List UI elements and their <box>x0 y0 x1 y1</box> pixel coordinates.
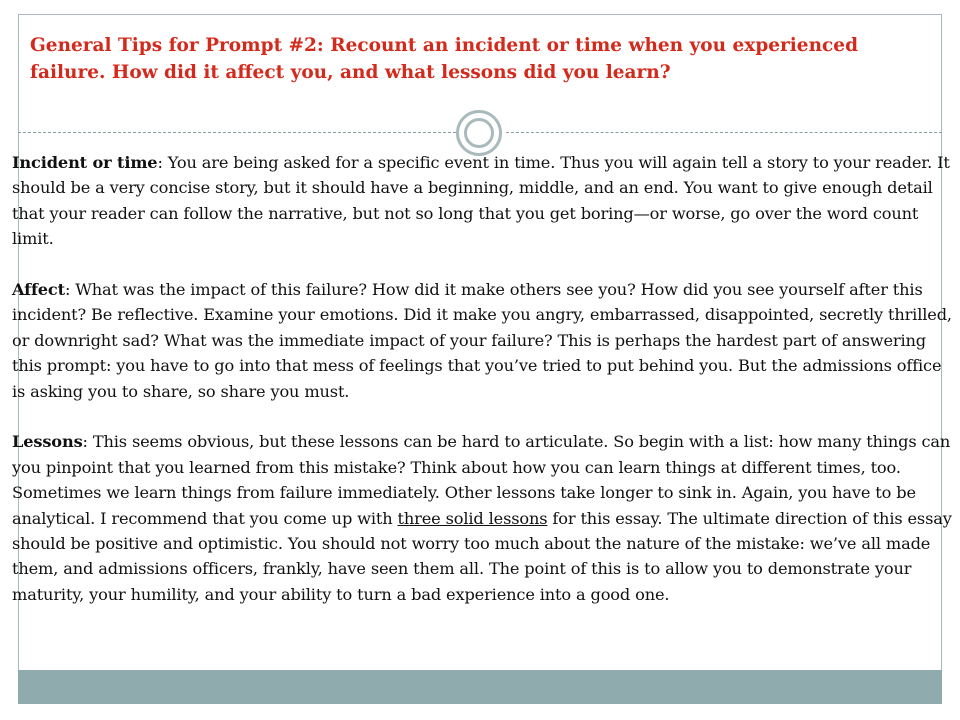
incident-text: : You are being asked for a specific event in time. Thus you will again tell a story to your reader. It should be a very concise story, but it should have a beginning, middle, and an end. You want to give enough detail that your reader can follow the narrative, but not so long that you get boring—or worse, go over the word count limit. <box>12 153 950 249</box>
lessons-underlined-phrase: three solid lessons <box>397 508 548 528</box>
lessons-term: Lessons <box>12 432 83 452</box>
incident-term: Incident or time <box>12 153 158 172</box>
lessons-text-before: : This seems obvious, but these lessons can be hard to articulate. So begin with a list: how many things can you pinpoint that you learned from this mistake? Think about how you can learn things at different times, too. Sometimes we learn things from failure immediately. Other lessons take longer to sink in. Again, you have to be analytical. I recommend that you come up with <box>12 432 951 528</box>
incident-paragraph <box>12 150 952 252</box>
slide-title: General Tips for Prompt #2: Recount an incident or time when you experienced failure. How did it affect you, and what lessons did you learn? <box>30 35 859 83</box>
affect-text: : What was the impact of this failure? How did it make others see you? How did you see yourself after this incident? Be reflective. Examine your emotions. Did it make you angry, embarrassed, disappointed, secretly thrilled, or downright sad? What was the immediate impact of your failure? This is perhaps the hardest part of answering this prompt: you have to go into that mess of feelings that you’ve tried to put behind you. But the admissions office is asking you to share, so share you must. <box>12 280 952 401</box>
affect-term: Affect <box>12 280 65 300</box>
lessons-text-after: for this essay. The ultimate direction of this essay should be positive and optimistic. You should not worry too much about the nature of the mistake: we’ve all made them, and admissions officers, frankly, have seen them all. The point of this is to allow you to demonstrate your maturity, your humility, and your ability to turn a bad experience into a good one. <box>12 508 952 604</box>
title-divider-left <box>18 132 456 133</box>
title-divider-right <box>506 132 942 133</box>
slide-body <box>12 150 952 607</box>
footer-band <box>18 670 942 704</box>
lessons-paragraph <box>12 429 952 607</box>
affect-paragraph <box>12 277 952 404</box>
